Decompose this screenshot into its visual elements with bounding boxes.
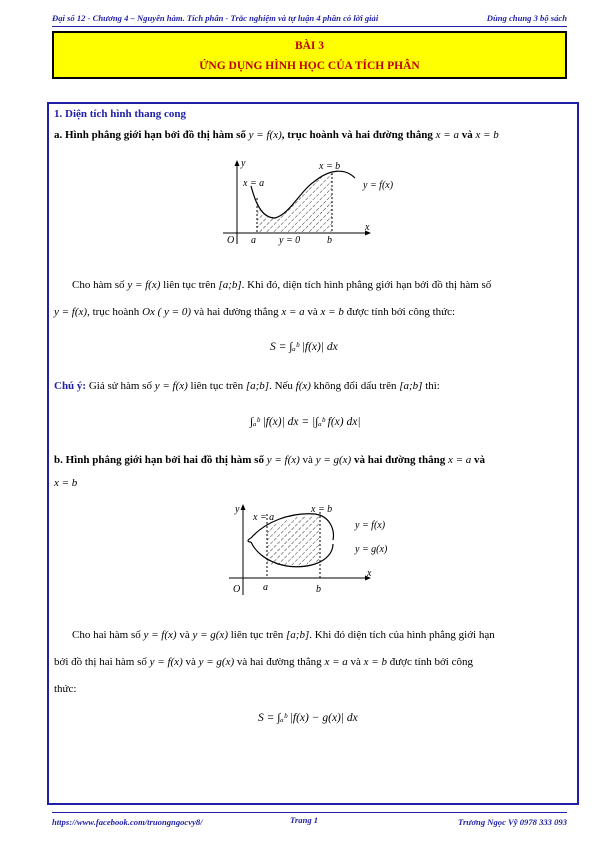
math: x = a [281, 306, 305, 318]
page-number: Trang 1 [290, 815, 319, 825]
text: và hai đường thẳng [236, 656, 322, 668]
line-a-label: x = a [253, 512, 275, 523]
a-label: a [263, 582, 268, 593]
lesson-number: BÀI 3 [294, 40, 325, 52]
b-label: b [327, 235, 332, 246]
y0-label: y = 0 [279, 235, 301, 246]
origin-label: O [227, 235, 235, 246]
text: và hai đường thẳng [353, 454, 446, 466]
a-heading-and: và [461, 129, 473, 141]
text: b. Hình phẳng giới hạn bởi hai đồ thị hàm số [54, 454, 264, 466]
text: Cho hàm số [72, 279, 125, 291]
footer-author: Trương Ngọc Vỹ 0978 333 093 [458, 817, 567, 827]
fx-label: y = f(x) [363, 180, 394, 191]
paragraph-2-line-2 [54, 656, 473, 668]
a-label: a [251, 235, 256, 246]
text: liên tục trên [163, 279, 216, 291]
formula-abs-integral: ∫ₐᵇ |f(x)| dx = |∫ₐᵇ f(x) dx| [250, 416, 361, 428]
text: và [179, 629, 190, 641]
lesson-title-box [52, 31, 567, 79]
math: x = b [363, 656, 387, 668]
math: y = f(x) [154, 380, 188, 392]
text: liên tục trên [230, 629, 284, 641]
math: [a;b] [286, 629, 310, 641]
lesson-name: ỨNG DỤNG HÌNH HỌC CỦA TÍCH PHÂN [199, 60, 420, 72]
text: và [474, 454, 486, 466]
math: y = f(x) [143, 629, 177, 641]
paragraph-2-line-1 [72, 629, 495, 641]
text: thì: [425, 380, 440, 392]
a-heading-mid: , trục hoành và hai đường thẳng [281, 129, 433, 141]
text: bởi đồ thị hai hàm số [54, 656, 147, 668]
gx-label: y = g(x) [355, 544, 388, 555]
text: . Khi đó diện tích của hình phẳng giới hạn [309, 629, 495, 641]
a-heading-xa: x = a [435, 129, 459, 141]
paragraph-2-line-3: thức: [54, 683, 77, 695]
graph-area-between-curves [215, 500, 395, 600]
math: f(x) [295, 380, 311, 392]
math: Ox [142, 306, 155, 318]
graph-area-under-curve [215, 156, 405, 256]
text: và [185, 656, 196, 668]
footer-link[interactable]: https://www.facebook.com/truongngocvy8/ [52, 817, 203, 827]
y-label: y [235, 504, 240, 515]
b-label: b [316, 584, 321, 595]
text: . Khi đó, diện tích hình phẳng giới hạn bởi đồ thị hàm số [241, 279, 492, 291]
formula-area-between: S = ∫ₐᵇ |f(x) − g(x)| dx [258, 712, 358, 724]
math: [a;b] [218, 279, 242, 291]
math: [a;b] [399, 380, 423, 392]
header-left: Đại số 12 - Chương 4 – Nguyên hàm. Tích phân - Trắc nghiệm và tự luận 4 phần có lời giải [52, 13, 379, 23]
a-heading-xb: x = b [475, 129, 499, 141]
text: , trục hoành [87, 306, 140, 318]
subsection-b-heading [54, 454, 485, 466]
text: được tính bởi công thức: [346, 306, 456, 318]
text: và [302, 454, 313, 466]
text: Giả sử hàm số [88, 380, 152, 392]
x-label: x [367, 568, 372, 579]
x-label: x [365, 222, 370, 233]
note-label: Chú ý: [54, 380, 87, 392]
math: x = a [324, 656, 348, 668]
a-heading-fx: y = f(x) [248, 129, 282, 141]
text: và hai đường thẳng [193, 306, 279, 318]
y-label: y [241, 158, 246, 169]
formula-area: S = ∫ₐᵇ |f(x)| dx [270, 341, 338, 353]
text: được tính bởi công [389, 656, 473, 668]
paragraph-1-line-2 [54, 306, 455, 318]
text: và [307, 306, 318, 318]
math: x = a [447, 454, 472, 466]
page-header [52, 10, 567, 26]
math: y = f(x) [54, 306, 88, 318]
math: y = f(x) [127, 279, 161, 291]
origin-label: O [233, 584, 241, 595]
header-divider [52, 26, 567, 27]
math: y = g(x) [192, 629, 228, 641]
math: y = g(x) [315, 454, 352, 466]
a-heading-text: a. Hình phẳng giới hạn bởi đồ thị hàm số [54, 129, 246, 141]
line-b-label: x = b [311, 504, 333, 515]
subsection-a-heading [54, 129, 499, 141]
text: liên tục trên [190, 380, 244, 392]
text: và [350, 656, 361, 668]
math: y = f(x) [149, 656, 183, 668]
math: x = b [320, 306, 344, 318]
note-line [54, 380, 440, 392]
section-heading: 1. Diện tích hình thang cong [54, 108, 187, 120]
line-b-label: x = b [319, 161, 341, 172]
footer-divider [52, 812, 567, 813]
subsection-b-heading-cont: x = b [54, 477, 78, 489]
paragraph-1-line-1 [72, 279, 491, 291]
math: y = f(x) [266, 454, 300, 466]
math: y = g(x) [198, 656, 235, 668]
text: không đổi dấu trên [313, 380, 397, 392]
text: . Nếu [269, 380, 293, 392]
math: [a;b] [245, 380, 270, 392]
fx-label: y = f(x) [355, 520, 386, 531]
line-a-label: x = a [243, 178, 265, 189]
text: Cho hai hàm số [72, 629, 141, 641]
math: ( y = 0) [157, 306, 192, 318]
header-right: Dùng chung 3 bộ sách [486, 13, 567, 23]
